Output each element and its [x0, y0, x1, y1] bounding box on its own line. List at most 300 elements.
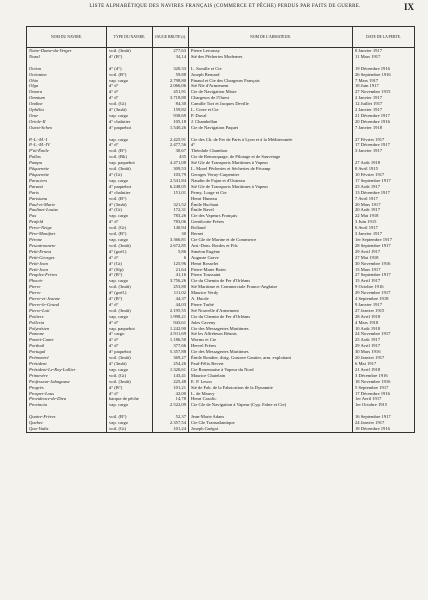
owner-cell: Pinaud et Cie des Chargeurs Français: [189, 78, 353, 84]
owner-cell: Cie Gle de Navigation à Vapeur (Cyp. Fabre et Cie): [189, 402, 353, 408]
ship-type-cell: d° d°: [107, 337, 153, 343]
page-header-title: LISTE ALPHABÉTIQUE DES NAVIRES FRANÇAIS (COMMERCE ET PÊCHE) PERDUS PAR FAITS DE GUERRE.: [89, 4, 361, 9]
loss-date-cell: 1er Septembre 1917: [353, 237, 415, 243]
loss-date-cell: 1er Octobre 1915: [353, 402, 415, 408]
ship-name-cell: Ondine: [27, 101, 107, 107]
owner-cell: L. de Mauvy: [189, 391, 353, 397]
tonnage-cell: 30: [153, 231, 189, 237]
owner-cell: d°: [189, 142, 353, 148]
loss-date-cell: 18 Décembre 1916: [353, 426, 415, 432]
ship-type-cell: d° (goél.): [107, 290, 153, 296]
tonnage-cell: 253,80: [153, 284, 189, 290]
loss-date-cell: 27 Janvier 1915: [353, 308, 415, 314]
ship-name-cell: Président: [27, 361, 107, 367]
ship-type-cell: d° d°: [107, 343, 153, 349]
loss-date-cell: 1er Avril 1917: [353, 396, 415, 402]
ship-type-cell: voil. (3mât): [107, 355, 153, 361]
loss-date-cell: 9 Octobre 1916: [353, 284, 415, 290]
loss-date-cell: 4 Septembre 1918: [353, 296, 415, 302]
owner-cell: Sté Gle de Transports Maritimes à Vapeur: [189, 160, 353, 166]
ship-type-cell: d° (B°): [107, 296, 153, 302]
loss-date-cell: 6 Avril 1917: [353, 225, 415, 231]
ship-type-cell: vap. cargo: [107, 178, 153, 184]
tonnage-cell: 1.540,26: [153, 125, 189, 131]
tonnage-cell: 30,67: [153, 148, 189, 154]
tonnage-cell: 14,78: [153, 396, 189, 402]
tonnage-cell: 277,63: [153, 48, 189, 54]
ship-type-cell: voil. (3mât): [107, 48, 153, 54]
ship-type-cell: d° (Gt): [107, 207, 153, 213]
ship-type-cell: voil. (3mât): [107, 243, 153, 249]
tonnage-cell: 2.066,06: [153, 83, 189, 89]
ship-type-cell: d° paquebot: [107, 125, 153, 131]
owner-cell: J. Chambellan: [189, 119, 353, 125]
tonnage-cell: 451,91: [153, 89, 189, 95]
owner-cell: Jules Caveny: [189, 320, 353, 326]
ship-type-cell: voil. (3mât): [107, 284, 153, 290]
ship-name-cell: Portugal: [27, 349, 107, 355]
loss-date-cell: 7 Mars 1917: [353, 78, 415, 84]
ship-name-cell: Perce-Neige: [27, 225, 107, 231]
ship-type-cell: voil. (B°): [107, 414, 153, 420]
tonnage-cell: 377,66: [153, 343, 189, 349]
tonnage-cell: 254,26: [153, 361, 189, 367]
ship-name-cell: Primevère: [27, 373, 107, 379]
owner-cell: Maurice Chatelain: [189, 373, 353, 379]
column-header-date: DATE DE LA PERTE.: [353, 27, 415, 48]
tonnage-cell: 125,96: [153, 261, 189, 267]
loss-date-cell: 30 Novembre 1916: [353, 261, 415, 267]
owner-cell: Émile Rondier, dirig. Gustave Gautier, arm. exploitant: [189, 355, 353, 361]
ship-name-cell: Polynésien: [27, 326, 107, 332]
ship-name-cell: Petit-Ernest: [27, 249, 107, 255]
owner-cell: Ant.-Dom. Bordes et Fils: [189, 243, 353, 249]
ship-name-cell: Paul-et-Marie: [27, 202, 107, 208]
tonnage-cell: 321,52: [153, 202, 189, 208]
ship-type-cell: d° d°: [107, 320, 153, 326]
owner-cell: Jean-Marie Adam: [189, 414, 353, 420]
owner-cell: Cie du Chemin de Fer d'Orléans: [189, 314, 353, 320]
ship-type-cell: vap. cargo: [107, 78, 153, 84]
tonnage-cell: 1.320,61: [153, 367, 189, 373]
loss-date-cell: 15 Mars 1917: [353, 267, 415, 273]
tonnage-cell: 938,69: [153, 113, 189, 119]
ship-type-cell: voil. (B°): [107, 231, 153, 237]
owner-cell: Sté Maritime et Commerciale Franco-Anglaise: [189, 284, 353, 290]
tonnage-cell: 783,26: [153, 213, 189, 219]
ship-name-cell: Petit-Jean: [27, 267, 107, 273]
owner-cell: Sté de Fab. de la Fabrication de la Dynamite: [189, 385, 353, 391]
tonnage-cell: 2.522,09: [153, 402, 189, 408]
loss-date-cell: 7 Avril 1917: [353, 196, 415, 202]
loss-date-cell: 11 Mars 1917: [353, 54, 415, 60]
tonnage-cell: 2.911,69: [153, 331, 189, 337]
loss-date-cell: 8 Janvier 1917: [353, 48, 415, 54]
loss-date-cell: 28 Septembre 1917: [353, 243, 415, 249]
tonnage-cell: 44,37: [153, 296, 189, 302]
owner-cell: L. Savalle et Cie: [189, 66, 353, 72]
tonnage-cell: 4.471,08: [153, 160, 189, 166]
tonnage-cell: 44,03: [153, 302, 189, 308]
ship-name-cell: Ophélia: [27, 107, 107, 113]
ship-type-cell: d° (3mât): [107, 202, 153, 208]
tonnage-cell: 435: [153, 154, 189, 160]
owner-cell: Bernet: [189, 231, 353, 237]
ship-type-cell: d° (Slp): [107, 267, 153, 273]
owner-cell: Cie Rouennaise à Vapeur du Nord: [189, 367, 353, 373]
ship-name-cell: Polleria: [27, 320, 107, 326]
tonnage-cell: 3.366,81: [153, 237, 189, 243]
tonnage-cell: 2.425,91: [153, 137, 189, 143]
loss-date-cell: 6 Mai 1917: [353, 361, 415, 367]
ship-name-cell: Professeur-Jabagause: [27, 379, 107, 385]
owner-cell: Sté Nle d'Armement: [189, 83, 353, 89]
owner-cell: Gentilcotte Frères: [189, 219, 353, 225]
ship-name-cell: Pâquerette: [27, 172, 107, 178]
loss-date-cell: 20 Août 1917: [353, 207, 415, 213]
ship-type-cell: voil. (B°): [107, 148, 153, 154]
tonnage-cell: 52,37: [153, 414, 189, 420]
ship-type-cell: d° chalutier: [107, 119, 153, 125]
tonnage-cell: 6.248,05: [153, 184, 189, 190]
tonnage-cell: 34,14: [153, 54, 189, 60]
ship-name-cell: Pax: [27, 213, 107, 219]
ship-type-cell: d° (3mât): [107, 107, 153, 113]
owner-cell: Auguste Grave: [189, 255, 353, 261]
loss-date-cell: 17 Décembre 1917: [353, 142, 415, 148]
tonnage-cell: 2.195,55: [153, 308, 189, 314]
tonnage-cell: 59,88: [153, 72, 189, 78]
ship-name-cell: Quatre-Frères: [27, 414, 107, 420]
loss-date-cell: 3 Décembre 1916: [353, 373, 415, 379]
owner-cell: Cie des Vapeurs Français: [189, 213, 353, 219]
loss-date-cell: 9 Janvier 1917: [353, 302, 415, 308]
ship-type-cell: d° d°: [107, 89, 153, 95]
tonnage-cell: 5.357,88: [153, 349, 189, 355]
owner-cell: Cie des Ch. de Fer de Paris à Lyon et à la Méditerranée: [189, 137, 353, 143]
tonnage-cell: 783,06: [153, 219, 189, 225]
loss-date-cell: 15 Avril 1917: [353, 278, 415, 284]
ship-type-cell: d° d°: [107, 219, 153, 225]
ship-name-cell: Pontet-Canet: [27, 337, 107, 343]
ship-name-cell: Petit-Jean: [27, 261, 107, 267]
owner-cell: Sté Nouvelle d'Armement: [189, 308, 353, 314]
ship-type-cell: vap. cargo: [107, 402, 153, 408]
ship-type-cell: d° d°: [107, 302, 153, 308]
ship-name-cell: Paraná: [27, 184, 107, 190]
ship-type-cell: vap. cargo: [107, 367, 153, 373]
table-header-row: [27, 27, 415, 48]
tonnage-cell: 3.718,80: [153, 95, 189, 101]
owner-cell: Cie des Messageries Maritimes: [189, 349, 353, 355]
loss-date-cell: 5 Septembre 1917: [353, 385, 415, 391]
column-header-name: NOM DU NAVIRE.: [27, 27, 107, 48]
ship-type-cell: voil. (Gt): [107, 426, 153, 432]
loss-date-cell: 3 Janvier 1917: [353, 231, 415, 237]
ship-name-cell: Ohio: [27, 78, 107, 84]
tonnage-cell: 1.186,50: [153, 337, 189, 343]
owner-cell: Cie de Remorquage, de Pilotage et de Sauvetage: [189, 154, 353, 160]
ship-name-cell: Paris: [27, 190, 107, 196]
ship-type-cell: d° (goél.): [107, 249, 153, 255]
owner-cell: Joseph Bernard: [189, 72, 353, 78]
tonnage-cell: 21,64: [153, 267, 189, 273]
tonnage-cell: 101,24: [153, 426, 189, 432]
loss-date-cell: 27 Août 1918: [353, 160, 415, 166]
ship-type-cell: d° (d°): [107, 66, 153, 72]
tonnage-cell: 42,00: [153, 391, 189, 397]
loss-date-cell: 30 Mars 1916: [353, 349, 415, 355]
ship-name-cell: Phocée: [27, 278, 107, 284]
ship-type-cell: vap. cargo: [107, 113, 153, 119]
loss-date-cell: 29 Novembre 1917: [353, 290, 415, 296]
owner-cell: A. Hucde: [189, 296, 353, 302]
ship-type-cell: d° paquebot: [107, 184, 153, 190]
loss-date-cell: 29 Avril 1917: [353, 249, 415, 255]
ship-type-cell: d° d°: [107, 255, 153, 261]
tonnage-cell: 1.242,90: [153, 326, 189, 332]
ship-type-cell: d° (B°): [107, 54, 153, 60]
owner-cell: Hervel Frères: [189, 343, 353, 349]
owner-cell: Cie des Messageries Maritimes: [189, 326, 353, 332]
ships-table: [26, 26, 415, 433]
owner-cell: Pierre Toussaint: [189, 272, 353, 278]
ship-type-cell: d° (B°): [107, 272, 153, 278]
loss-date-cell: 8 Avril 1915: [353, 166, 415, 172]
loss-date-cell: 24 Janvier 1917: [353, 420, 415, 426]
ship-type-cell: voil. (Gt): [107, 373, 153, 379]
tonnage-cell: 143,41: [153, 373, 189, 379]
ship-type-cell: voil. (3mât): [107, 379, 153, 385]
ship-name-cell: Nozal: [27, 54, 107, 60]
tonnage-cell: 309,53: [153, 166, 189, 172]
loss-date-cell: 27 Mai 1918: [353, 255, 415, 261]
tonnage-cell: 225,48: [153, 379, 189, 385]
tonnage-cell: 1.998,21: [153, 314, 189, 320]
ship-name-cell: Pescatronnere: [27, 243, 107, 249]
ship-name-cell: Pomone: [27, 331, 107, 337]
owner-cell: Cie de Navigation Paquet: [189, 125, 353, 131]
ship-type-cell: d° d°: [107, 95, 153, 101]
owner-cell: Naudin de Fajan et d'Outreau: [189, 178, 353, 184]
ship-type-cell: voil. (3mât): [107, 166, 153, 172]
ship-name-cell: Parisiana: [27, 196, 107, 202]
tonnage-cell: 6: [153, 255, 189, 261]
tonnage-cell: 41,16: [153, 272, 189, 278]
ship-name-cell: Omnium: [27, 95, 107, 101]
owner-cell: Cie de Navigation Mixte: [189, 89, 353, 95]
ship-name-cell: P.-L.-M.-IV: [27, 142, 107, 148]
owner-cell: Worms et Cie: [189, 337, 353, 343]
loss-date-cell: 19 Décembre 1916: [353, 66, 415, 72]
loss-date-cell: 10 Février 1917: [353, 172, 415, 178]
loss-date-cell: 2 Janvier 1917: [353, 107, 415, 113]
page-number: IX: [403, 2, 414, 12]
ship-name-cell: Pierre-le-Grand: [27, 302, 107, 308]
ship-name-cell: Quebec: [27, 420, 107, 426]
tonnage-cell: 2.357,54: [153, 420, 189, 426]
tonnage-cell: 2.477,56: [153, 142, 189, 148]
tonnage-cell: 151,01: [153, 190, 189, 196]
loss-date-cell: 21 Avril 1918: [353, 367, 415, 373]
table-body: [27, 48, 415, 433]
ship-name-cell: Paulinet-Louise: [27, 207, 107, 213]
loss-date-cell: 20 Décembre 1916: [353, 119, 415, 125]
tonnage-cell: 172,31: [153, 207, 189, 213]
owner-cell: Henri Huneau: [189, 196, 353, 202]
loss-date-cell: 29 Avril 1917: [353, 343, 415, 349]
loss-date-cell: 17 Décembre 1916: [353, 391, 415, 397]
owner-cell: Émile Ravel: [189, 207, 353, 213]
loss-date-cell: 7 Janvier 1918: [353, 125, 415, 131]
loss-date-cell: 20 Mars 1917: [353, 202, 415, 208]
ship-type-cell: d° (Gt): [107, 172, 153, 178]
tonnage-cell: 2.541,84: [153, 178, 189, 184]
owner-cell: Émile Buchaut: [189, 202, 353, 208]
owner-cell: Perny, Lorge et Cie: [189, 190, 353, 196]
owner-cell: Georges Verny-Carpentier: [189, 172, 353, 178]
ship-name-cell: Notre-Dame-du-Verger: [27, 48, 107, 54]
ship-type-cell: voil. (3mât): [107, 308, 153, 314]
ship-name-cell: Pierre: [27, 290, 107, 296]
ship-name-cell: Père-Montfort: [27, 231, 107, 237]
tonnage-cell: 159,82: [153, 107, 189, 113]
ship-type-cell: voil. (Bk): [107, 154, 153, 160]
loss-date-cell: 27 Septembre 1917: [353, 272, 415, 278]
owner-cell: Cie Gle de Marine et de Commerce: [189, 237, 353, 243]
ship-name-cell: Océan: [27, 66, 107, 72]
owner-cell: Joseph Guégot: [189, 426, 353, 432]
loss-date-cell: 18 Juin 1917: [353, 83, 415, 89]
tonnage-cell: 103,79: [153, 172, 189, 178]
ship-name-cell: Quo-Vadis: [27, 426, 107, 432]
tonnage-cell: 101,21: [153, 385, 189, 391]
ship-type-cell: d° (Gt): [107, 261, 153, 267]
ship-type-cell: d° d°: [107, 391, 153, 397]
ship-type-cell: barque de pêche: [107, 396, 153, 402]
table-row: [27, 426, 415, 432]
tonnage-cell: 5,86: [153, 249, 189, 255]
ship-name-cell: Ouest-Scheo: [27, 125, 107, 131]
loss-date-cell: 20 Janvier 1917: [353, 355, 415, 361]
ship-name-cell: Prosper-Lous: [27, 391, 107, 397]
owner-cell: Henri Casolic: [189, 396, 353, 402]
ship-name-cell: Poitiers: [27, 314, 107, 320]
column-header-tonnage: JAUGE BRUTE (t).: [153, 27, 189, 48]
ship-type-cell: vap. cargo: [107, 278, 153, 284]
ship-name-cell: Océanien: [27, 72, 107, 78]
loss-date-cell: 13 Décembre 1917: [353, 190, 415, 196]
owner-cell: Pierre Leroussy: [189, 48, 353, 54]
ship-name-cell: Pierre-et-Jeanne: [27, 296, 107, 302]
ship-type-cell: voil. (Gt): [107, 101, 153, 107]
ship-type-cell: d° (B°): [107, 385, 153, 391]
owner-cell: Sté Gle de Transports Maritimes à Vapeur: [189, 184, 353, 190]
loss-date-cell: 25 Août 1917: [353, 184, 415, 190]
tonnage-cell: 84,30: [153, 101, 189, 107]
ship-name-cell: Pampa: [27, 160, 107, 166]
ship-type-cell: d° chalutier: [107, 190, 153, 196]
loss-date-cell: 2 Janvier 1917: [353, 95, 415, 101]
loss-date-cell: 27 Novembre 1915: [353, 89, 415, 95]
owner-cell: Camille Tort et Jacques Deville: [189, 101, 353, 107]
ship-name-cell: P.-L.-M.-I: [27, 137, 107, 143]
owner-cell: Pierre-Marie Botec: [189, 267, 353, 273]
ship-name-cell: Pallas: [27, 154, 107, 160]
ship-name-cell: Porthuil: [27, 343, 107, 349]
owner-cell: P. Duval: [189, 113, 353, 119]
ship-type-cell: vap. cargo: [107, 137, 153, 143]
tonnage-cell: 369,27: [153, 355, 189, 361]
loss-date-cell: 26 Septembre 1916: [353, 72, 415, 78]
owner-cell: E. P. Lesou: [189, 379, 353, 385]
owner-cell: Henri Rosselet: [189, 261, 353, 267]
owner-cell: Théodule Chambon: [189, 148, 353, 154]
ship-type-cell: voil. (B°): [107, 196, 153, 202]
ship-type-cell: d° paquebot: [107, 349, 153, 355]
column-header-owner: NOM DE L'ARMATEUR.: [189, 27, 353, 48]
tonnage-cell: 140,94: [153, 225, 189, 231]
loss-date-cell: 18 Novembre 1916: [353, 379, 415, 385]
tonnage-cell: 111,02: [153, 290, 189, 296]
ship-type-cell: d° d°: [107, 142, 153, 148]
owner-cell: Cie du Chemin de Fer d'Orléans: [189, 278, 353, 284]
ship-name-cell: Olga: [27, 83, 107, 89]
owner-cell: Sté les Affréteurs Réunis: [189, 331, 353, 337]
tonnage-cell: 105,18: [153, 119, 189, 125]
tonnage-cell: 2.672,85: [153, 243, 189, 249]
owner-cell: Rolland: [189, 225, 353, 231]
loss-date-cell: 27 Février 1917: [353, 137, 415, 143]
ship-name-cell: Omara: [27, 89, 107, 95]
loss-date-cell: 3 Juin 1915: [353, 219, 415, 225]
owner-cell: Paul-Félix Revert: [189, 361, 353, 367]
ship-name-cell: Pérone: [27, 237, 107, 243]
ship-type-cell: d° cargo: [107, 331, 153, 337]
owner-cell: L. Corre et Cie: [189, 107, 353, 113]
loss-date-cell: 22 Mai 1918: [353, 213, 415, 219]
ship-type-cell: vap. paquebot: [107, 160, 153, 166]
ship-type-cell: vap. cargo: [107, 420, 153, 426]
ship-name-cell: Président-Le-Roy-Lallier: [27, 367, 107, 373]
owner-cell: Maurice Verdy: [189, 290, 353, 296]
owner-cell: Pierre Turbé: [189, 302, 353, 308]
tonnage-cell: 3.756,26: [153, 278, 189, 284]
ship-type-cell: voil. (Gt): [107, 225, 153, 231]
owner-cell: L. Morel Pêcheries et Sécheries de Fécamp: [189, 166, 353, 172]
ship-name-cell: Oriole-II: [27, 119, 107, 125]
owner-cell: Chargeurs de l'Ouest: [189, 95, 353, 101]
loss-date-cell: 4 Mars 1918: [353, 320, 415, 326]
column-header-type: TYPE DU NAVIRE.: [107, 27, 153, 48]
loss-date-cell: 12 Juillet 1917: [353, 101, 415, 107]
loss-date-cell: 24 Novembre 1917: [353, 331, 415, 337]
ship-name-cell: Prémontré: [27, 355, 107, 361]
ship-type-cell: vap. paquebot: [107, 326, 153, 332]
ship-name-cell: Peuples-Frères: [27, 272, 107, 278]
loss-date-cell: 25 Août 1917: [353, 337, 415, 343]
loss-date-cell: 3 Janvier 1917: [353, 148, 415, 154]
ship-name-cell: Progrès: [27, 385, 107, 391]
ship-type-cell: vap. cargo: [107, 237, 153, 243]
loss-date-cell: 17 Septembre 1917: [353, 178, 415, 184]
ship-name-cell: Penfeld: [27, 219, 107, 225]
ship-name-cell: Pierre: [27, 284, 107, 290]
owner-cell: Cie Gle Transatlantique: [189, 420, 353, 426]
owner-cell: Sté des Pêcheries Modernes: [189, 54, 353, 60]
ship-type-cell: vap. cargo: [107, 314, 153, 320]
ship-name-cell: Providence-de-Dieu: [27, 396, 107, 402]
